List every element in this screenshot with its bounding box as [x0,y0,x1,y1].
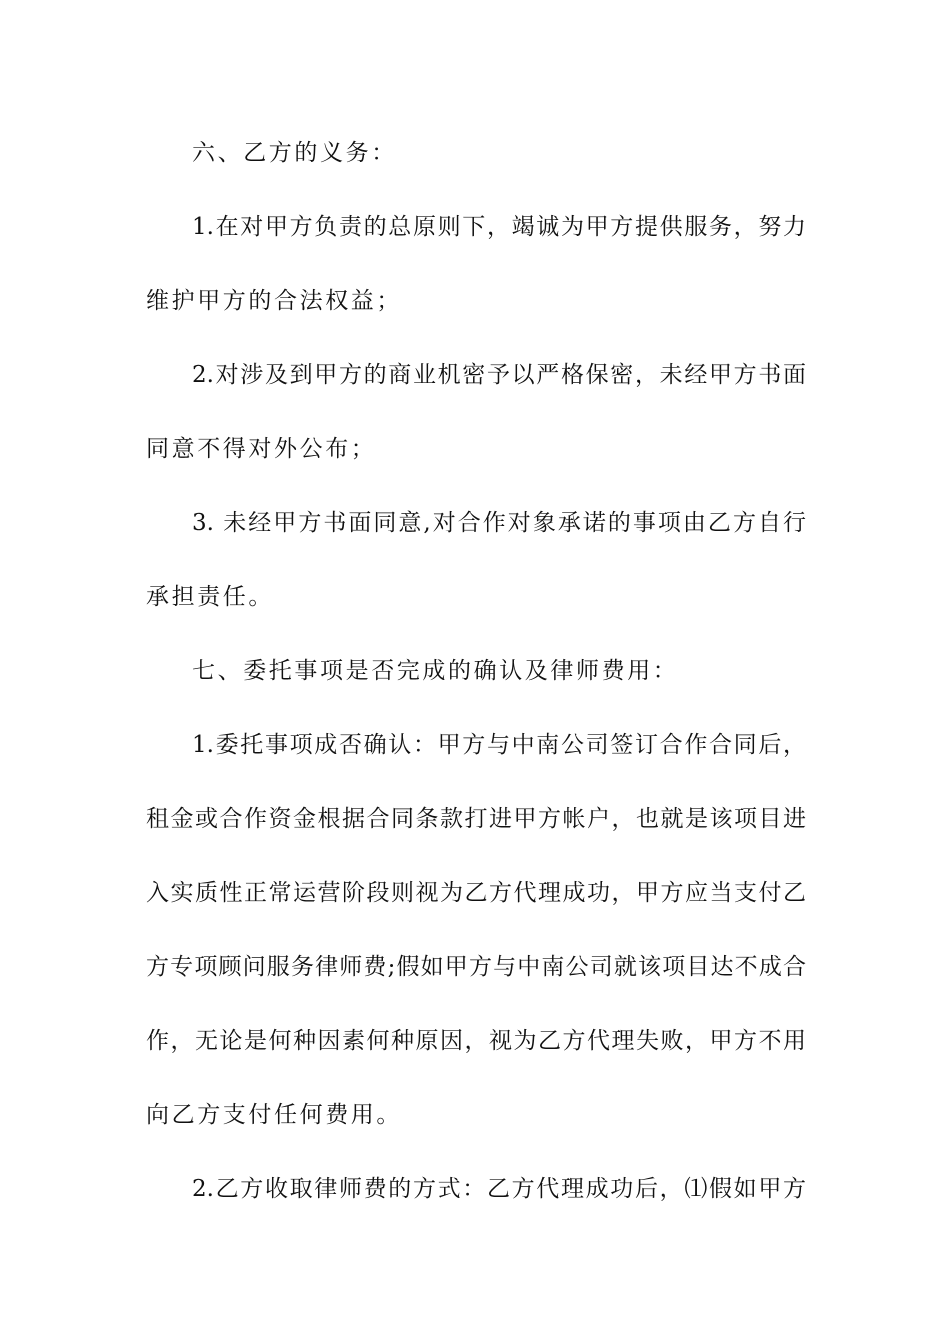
paragraph-line: 同意不得对外公布； [146,436,377,462]
paragraph-line: 1.委托事项成否确认：甲方与中南公司签订合作合同后， [192,732,806,758]
paragraph-line: 方专项顾问服务律师费;假如甲方与中南公司就该项目达不成合 [146,954,806,980]
paragraph-line: 2.乙方收取律师费的方式：乙方代理成功后，⑴假如甲方 [192,1176,806,1202]
paragraph-line: 入实质性正常运营阶段则视为乙方代理成功，甲方应当支付乙 [146,880,806,906]
paragraph-line: 作，无论是何种因素何种原因，视为乙方代理失败，甲方不用 [146,1028,806,1054]
paragraph-line: 维护甲方的合法权益； [146,288,402,314]
paragraph-line: 3. 未经甲方书面同意,对合作对象承诺的事项由乙方自行 [192,510,806,536]
paragraph-line: 2.对涉及到甲方的商业机密予以严格保密，未经甲方书面 [192,362,806,388]
paragraph-line: 租金或合作资金根据合同条款打进甲方帐户，也就是该项目进 [146,806,806,832]
paragraph-line: 向乙方支付任何费用。 [146,1102,402,1128]
paragraph-line: 承担责任。 [146,584,274,610]
section-heading-seven: 七、委托事项是否完成的确认及律师费用： [192,658,679,684]
paragraph-line: 1.在对甲方负责的总原则下，竭诚为甲方提供服务，努力 [192,214,806,240]
section-heading-six: 六、乙方的义务： [192,140,397,166]
